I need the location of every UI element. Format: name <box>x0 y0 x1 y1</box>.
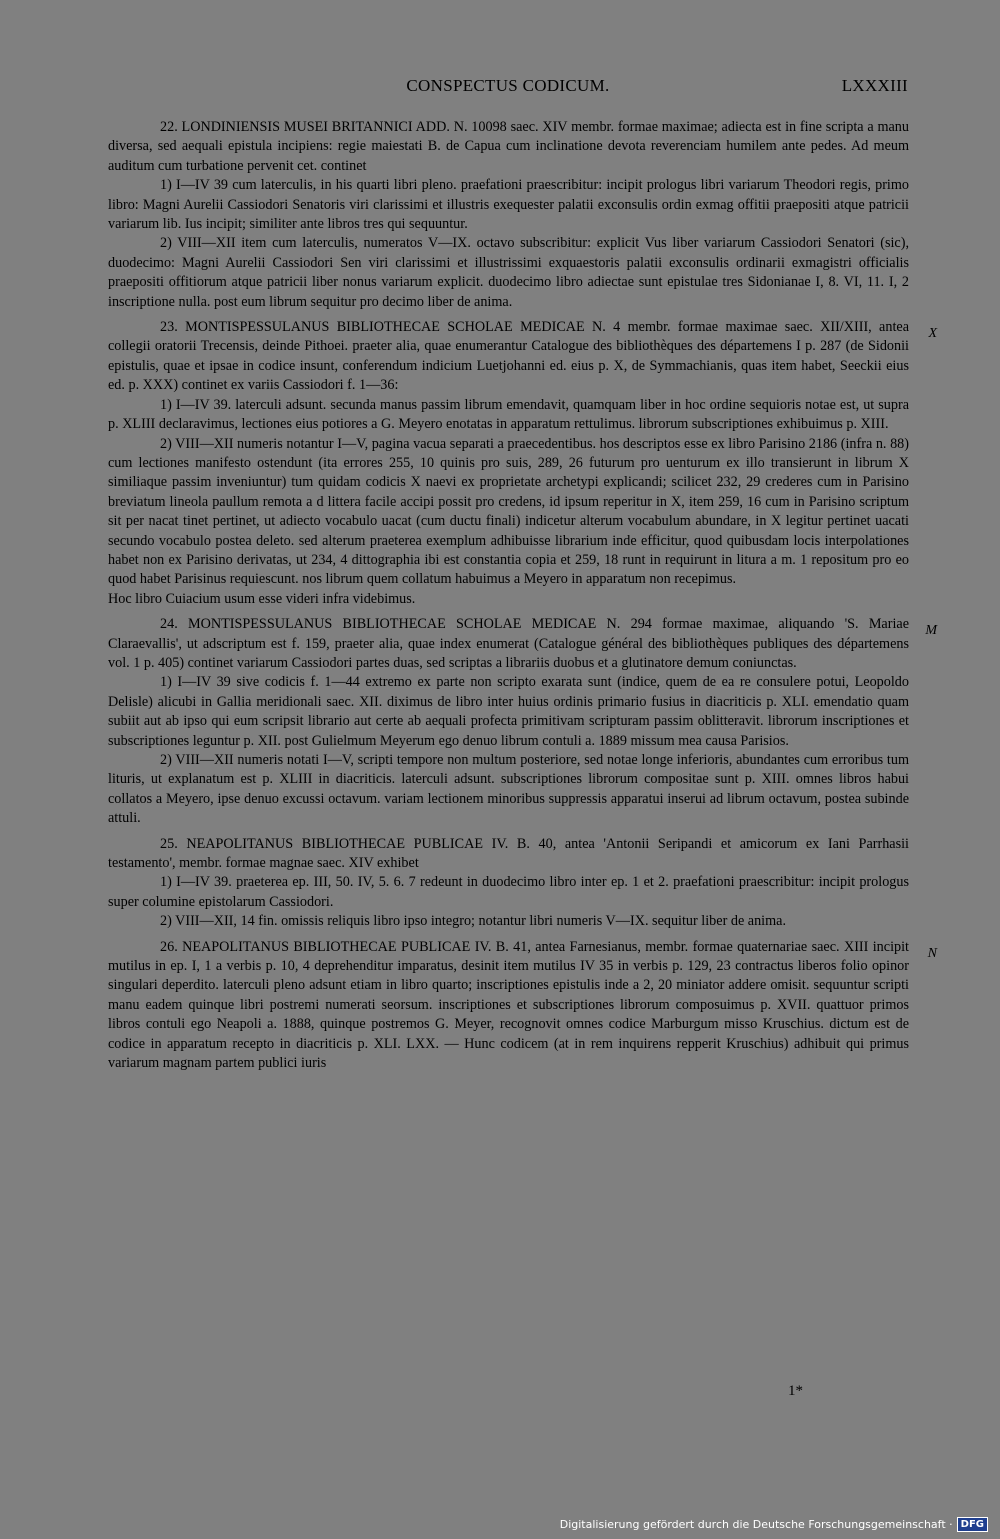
entry-paragraph: 1) I—IV 39 sive codicis f. 1—44 extremo ex parte non scripto exarata sunt (indice, quem de ea re consulere potui, Leopoldo Delisle) alicubi in Gallia meridionali saec. XII. diximus de libro inter huius ordinis primario fusius in diacriticis p. XLI. emendatio quam subiit aut ab ipso qui eum scripsit librario aut certe ab aequali profecta primitivam scripturam passim oblitteravit. librorum inscriptiones et subscriptiones leguntur p. XII. post Gulielmum Meyerum ego denuo librum contuli a. 1889 missum mea causa Parisios. <box>108 674 909 749</box>
entry-paragraph: 2) VIII—XII numeris notantur I—V, pagina vacua separati a praecedentibus. hos descriptos esse ex libro Parisino 2186 (infra n. 88) cum lectiones manifesto ostendunt (ita errores 255, 10 quinis pro suis, 289, 26 futurum pro uenturum ex illo transierunt in librum X similiaque passim inveniuntur) tum quidam codicis X naevi ex proprietate archetypi explicandi; scilicet 232, 29 crederes cum in Parisino breviatum lineola paullum remota a d littera facile accipi possit pro credens, id ipsum reperitur in X, item 259, 16 cum in Parisino scriptum sit per nacat tinet pertinet, ut adiecto vocabulo uacat (cum ductu finali) indicetur alterum vocabulum abundare, in X legitur pertinet uacati secundo vocabulo postea deleto. sed alterum praeterea exemplum adhibuisse librarium inde efficitur, quod quibusdam locis interpolationes habet non ex Parisino derivatas, ut 234, 4 dittographia ibi est constantia copia et 259, 18 runt in requirunt in litura a m. 1 repositum pro eo quod habet Parisinus requiescunt. nos librum quem collatum habuimus a Meyero in apparatum non recepimus. <box>108 435 909 588</box>
entry-paragraph: 1) I—IV 39. laterculi adsunt. secunda manus passim librum emendavit, quamquam liber in hoc ordine sequioris notae est, ut supra p. XLIII declaravimus, lectiones eius potiores a G. Meyero enotatas in apparatum rettulimus. librorum subscriptiones exhibuimus p. XIII. <box>108 396 909 433</box>
dfg-logo: DFG <box>957 1517 988 1532</box>
entry-heading-paragraph: 26. NEAPOLITANUS BIBLIOTHECAE PUBLICAE IV. B. 41, antea Farnesianus, membr. formae quaternariae saec. XIII incipit mutilus in ep. I, 1 a verbis p. 10, 4 deprehenditur imparatus, desinit item mutilus IV 35 in verbis p. 129, 23 contractus liberos folio opinor singulari deperdito. laterculi pleno adsunt etiam in libro quarto; inscriptiones epistulis inde a 2, 20 miniator addere omisit. sequuntur scripti manu eadem quinque libri postremi numerati seorsum. inscriptiones et subscriptiones librorum composuimus p. XVII. quattuor primos libros contuli ego Neapoli a. 1888, quinque postremos G. Meyer, recognovit omnes codice Marburgum misso Kruschius. dictum est de codice in apparatum recepto in diacriticis p. XLI. LXX. — Hunc codicem (at in rem inquirens repperit Kruschius) adhibuit qui primus variarum magnam partem publici iuris <box>108 938 909 1072</box>
entry-paragraph: Hoc libro Cuiacium usum esse videri infra videbimus. <box>108 590 416 607</box>
entry-paragraph: 2) VIII—XII item cum laterculis, numeratos V—IX. octavo subscribitur: explicit Vus liber variarum Cassiodori Senatori (sic), duodecimo: Magni Aurelii Cassiodori Sen viri clarissimi et illustrissimi exquaestoris palatii exconsulis ordinarii exmagistri officialis praepositi offitiorum atque patricii liber nonus variarum explicit. duodecimo libro adiectae sunt epistulae tres Sidonianae I, 8. VI, 11. I, 2 inscriptione nulla. post eum librum sequitur pro decimo liber de anima. <box>108 235 909 310</box>
entry-heading-paragraph: 25. NEAPOLITANUS BIBLIOTHECAE PUBLICAE IV. B. 40, antea 'Antonii Seripandi et amicorum ex Iani Parrhasii testamento', membr. formae magnae saec. XIV exhibet <box>108 835 909 872</box>
entry-heading-paragraph: 23. MONTISPESSULANUS BIBLIOTHECAE SCHOLAE MEDICAE N. 4 membr. formae maximae saec. XII/XIII, antea collegii oratorii Trecensis, deinde Pithoei. praeter alia, quae enumerantur Catalogue des bibliothèques des départemens I p. 287 (de Sidonii epistulis, quae et ipsae in codice insunt, conferendum indicium Luetjohanni ed. eius p. X, de Symmachianis, quas item habet, Seeckii eius ed. p. XXX) continet ex variis Cassiodori f. 1—36: <box>108 319 909 394</box>
signature-mark: 1* <box>788 1383 803 1399</box>
running-header <box>108 76 908 100</box>
entry-paragraph: 2) VIII—XII numeris notati I—V, scripti tempore non multum posteriore, sed notae longe inferioris, abundantes cum erroribus tum lituris, ut explanatum est p. XLIII in diacriticis. laterculi adsunt. subscriptiones librorum compositae sunt p. XIII. omnes libros habui collatos a Meyero, ipse denuo excussi octavum. variam lectionem minoribus suppressis apparatui inserui ad librum octavum, postea subinde attuli. <box>108 752 909 827</box>
siglum: N <box>927 945 937 961</box>
entry-paragraph: 1) I—IV 39. praeterea ep. III, 50. IV, 5. 6. 7 redeunt in duodecimo libro inter ep. 1 et 2. praefationi praescribitur: incipit prologus super columine epistolarum Cassiodori. <box>108 874 909 910</box>
page-body <box>108 118 937 1074</box>
footer-credit <box>560 1515 988 1533</box>
entry-26 <box>108 938 937 1074</box>
entry-heading-paragraph: 24. MONTISPESSULANUS BIBLIOTHECAE SCHOLAE MEDICAE N. 294 formae maximae, aliquando 'S. Mariae Claraevallis', ut adscriptum est f. 159, praeter alia, quae index enumerat (Catalogue général des bibliothèques publiques des départemens vol. 1 p. 405) continet variarum Cassiodori partes duas, sed scriptas a librariis duobus et a glutinatore demum coniunctas. <box>108 616 909 671</box>
entry-24 <box>108 615 937 828</box>
footer-text: Digitalisierung gefördert durch die Deutsche Forschungsgemeinschaft · <box>559 1517 953 1531</box>
entry-heading-paragraph: 22. LONDINIENSIS MUSEI BRITANNICI ADD. N. 10098 saec. XIV membr. formae maximae; adiecta est in fine scripta a manu diversa, sed aequali epistula incipiens: regie maiestati B. de Capua cum inclinatione devota reverenciam humilem ante pedes. Ad meum auditum cum turbatione pervenit cet. continet <box>108 119 909 174</box>
entry-25 <box>108 835 909 932</box>
entry-23 <box>108 318 937 609</box>
entry-paragraph: 2) VIII—XII, 14 fin. omissis reliquis libro ipso integro; notantur libri numeris V—IX. sequitur liber de anima. <box>160 913 786 930</box>
page-title: CONSPECTUS CODICUM. <box>406 76 610 95</box>
entry-22 <box>108 118 909 312</box>
siglum: M <box>925 623 937 639</box>
page-number: LXXXIII <box>841 76 908 95</box>
entry-paragraph: 1) I—IV 39 cum laterculis, in his quarti libri pleno. praefationi praescribitur: incipit prologus libri variarum Theodori regis, primo libro: Magni Aurelii Cassiodori Senatoris viri clarissimi et illustris exequester palatii exconsulis ordin exmag offitii praepositi atque patricii variarum lib. Ius incipit; similiter ante libros tres qui sequuntur. <box>108 177 909 233</box>
siglum: X <box>928 326 937 342</box>
